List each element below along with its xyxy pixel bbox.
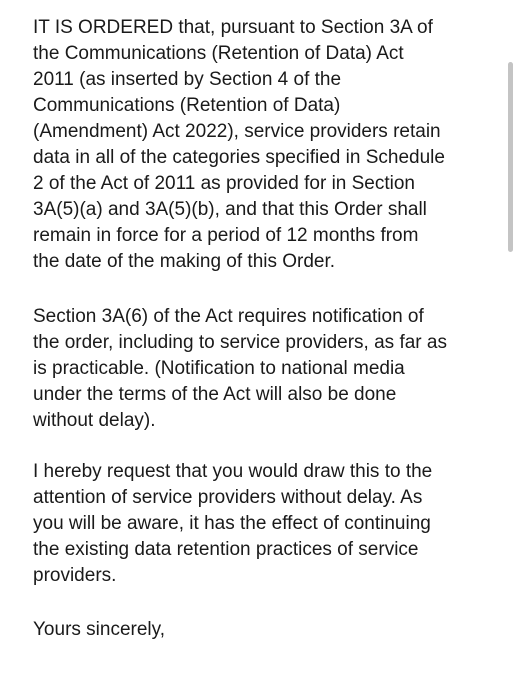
text-line: 2 of the Act of 2011 as provided for in Section: [33, 173, 416, 194]
text-line: without delay).: [33, 410, 156, 431]
text-line: data in all of the categories specified in Schedule: [33, 147, 445, 168]
closing-line: Yours sincerely,: [33, 619, 166, 640]
text-line: the date of the making of this Order.: [33, 251, 336, 272]
text-line: providers.: [33, 565, 117, 586]
text-line: under the terms of the Act will also be done: [33, 384, 397, 405]
text-line: the order, including to service providers, as far as: [33, 332, 447, 353]
text-line: IT IS ORDERED that, pursuant to Section 3A of: [33, 17, 433, 38]
text-line: Communications (Retention of Data): [33, 95, 341, 116]
request-paragraph: [33, 459, 493, 589]
text-line: you will be aware, it has the effect of continuing: [33, 513, 431, 534]
order-paragraph: [33, 15, 493, 275]
sign-off: [33, 617, 493, 643]
text-line: I hereby request that you would draw this to the: [33, 461, 433, 482]
text-line: attention of service providers without delay. As: [33, 487, 423, 508]
text-line: the Communications (Retention of Data) Act: [33, 43, 404, 64]
text-line: 2011 (as inserted by Section 4 of the: [33, 69, 342, 90]
vertical-scrollbar[interactable]: [508, 62, 513, 252]
text-line: the existing data retention practices of service: [33, 539, 419, 560]
text-line: Section 3A(6) of the Act requires notification of: [33, 306, 424, 327]
text-line: remain in force for a period of 12 months from: [33, 225, 419, 246]
text-line: 3A(5)(a) and 3A(5)(b), and that this Order shall: [33, 199, 427, 220]
text-line: is practicable. (Notification to national media: [33, 358, 405, 379]
text-line: (Amendment) Act 2022), service providers retain: [33, 121, 441, 142]
notification-paragraph: [33, 304, 493, 434]
